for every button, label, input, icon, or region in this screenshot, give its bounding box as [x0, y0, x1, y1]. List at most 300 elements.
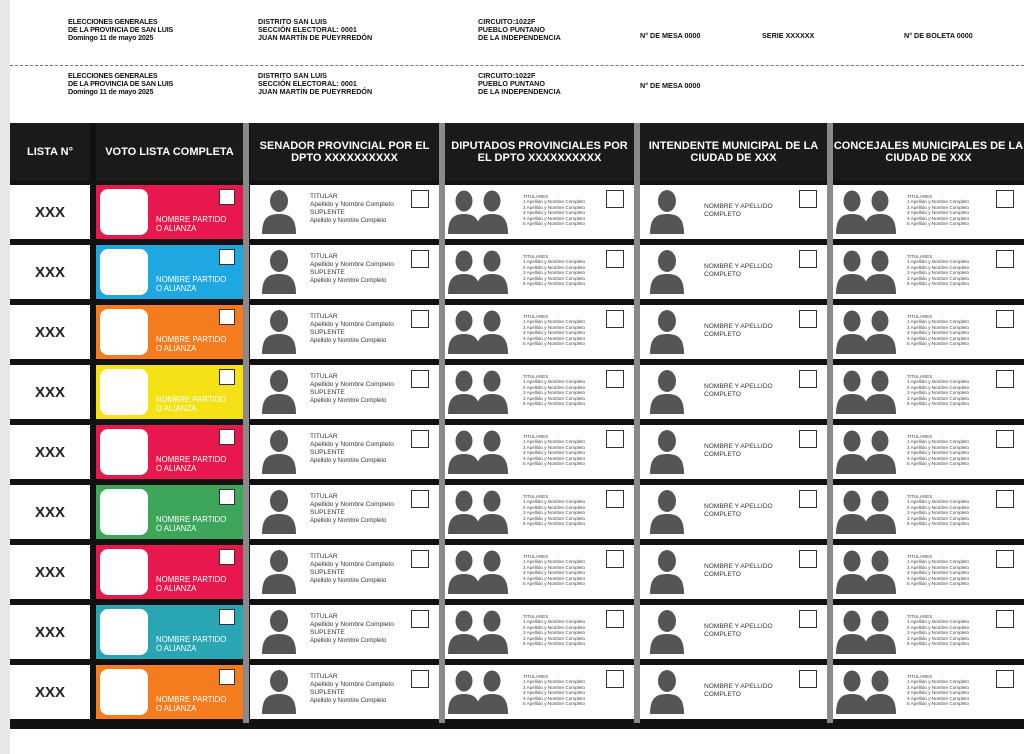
intendente-name-line2: COMPLETO — [704, 391, 741, 398]
ballot-row — [10, 185, 1024, 239]
concejales-checkbox[interactable] — [996, 190, 1014, 208]
candidate-2: 2 Apellido y Nombre Completo — [523, 624, 586, 630]
titular-label: TITULAR — [310, 613, 338, 620]
candidate-list — [523, 674, 585, 706]
candidate-4: 4 Apellido y Nombre Completo — [907, 455, 970, 461]
concejales-checkbox[interactable] — [996, 430, 1014, 448]
party-logo — [100, 669, 148, 715]
party-name-line2: O ALIANZA — [156, 644, 197, 653]
lista-completa-checkbox[interactable] — [219, 429, 235, 445]
party-logo — [100, 249, 148, 295]
diputados-checkbox[interactable] — [606, 490, 624, 508]
candidate-3: 3 Apellido y Nombre Completo — [523, 630, 586, 636]
candidate-list — [523, 494, 585, 526]
candidate-2: 2 Apellido y Nombre Completo — [523, 204, 586, 210]
party-name — [156, 635, 226, 653]
titular-name: Apellido y Nombre Completo — [310, 681, 394, 688]
intendente-checkbox[interactable] — [799, 370, 817, 388]
suplente-label: SUPLENTE — [310, 509, 345, 516]
titulares-label: TITULARES — [523, 434, 549, 439]
candidate-4: 4 Apellido y Nombre Completo — [907, 215, 970, 221]
candidate-2: 2 Apellido y Nombre Completo — [907, 564, 970, 570]
titulares-label: TITULARES — [523, 614, 549, 619]
candidate-list — [523, 554, 585, 586]
candidate-1: 1 Apellido y Nombre Completo — [907, 439, 970, 445]
candidate-4: 4 Apellido y Nombre Completo — [523, 515, 586, 521]
candidate-3: 3 Apellido y Nombre Completo — [523, 210, 586, 216]
suplente-name: Apellido y Nombre Completo — [310, 458, 387, 464]
intendente-cell[interactable] — [640, 605, 827, 659]
ballot-grid — [10, 123, 1024, 723]
ballot-row — [10, 305, 1024, 359]
voto-lista-completa-cell[interactable] — [96, 185, 243, 239]
party-name-line1: NOMBRE PARTIDO — [156, 335, 227, 344]
circuit: CIRCUITO:1022F — [478, 71, 536, 80]
intendente-name-line2: COMPLETO — [704, 331, 741, 338]
titulares-label: TITULARES — [523, 374, 549, 379]
candidate-4: 4 Apellido y Nombre Completo — [523, 575, 586, 581]
intendente-candidate — [704, 503, 773, 519]
candidate-3: 3 Apellido y Nombre Completo — [523, 570, 586, 576]
intendente-checkbox[interactable] — [799, 610, 817, 628]
ballot-row — [10, 545, 1024, 599]
candidate-list — [907, 554, 969, 586]
intendente-name-line2: COMPLETO — [704, 511, 741, 518]
senador-candidates — [310, 193, 394, 225]
lista-completa-checkbox[interactable] — [219, 309, 235, 325]
candidate-list — [907, 254, 969, 286]
election-title: ELECCIONES GENERALES — [68, 71, 158, 80]
candidate-2: 2 Apellido y Nombre Completo — [523, 324, 586, 330]
suplente-label: SUPLENTE — [310, 269, 345, 276]
candidate-1: 1 Apellido y Nombre Completo — [907, 619, 970, 625]
candidate-3: 3 Apellido y Nombre Completo — [907, 570, 970, 576]
party-name-line2: O ALIANZA — [156, 344, 197, 353]
senador-cell[interactable] — [250, 425, 439, 479]
lista-number: XXX — [10, 545, 90, 599]
diputados-cell[interactable] — [445, 305, 634, 359]
intendente-cell[interactable] — [640, 425, 827, 479]
circuit: CIRCUITO:1022F — [478, 17, 536, 26]
election-info — [68, 72, 173, 97]
lista-number: XXX — [10, 245, 90, 299]
intendente-name-line1: NOMBRE Y APELLIDO — [704, 503, 773, 510]
party-name-line1: NOMBRE PARTIDO — [156, 575, 227, 584]
election-title: ELECCIONES GENERALES — [68, 17, 158, 26]
candidate-list — [907, 494, 969, 526]
bottom-bar — [10, 723, 1024, 729]
intendente-candidate — [704, 683, 773, 699]
intendente-name-line1: NOMBRE Y APELLIDO — [704, 323, 773, 330]
candidate-list — [523, 434, 585, 466]
diputados-checkbox[interactable] — [606, 310, 624, 328]
intendente-candidate — [704, 203, 773, 219]
ballot-row — [10, 485, 1024, 539]
candidate-1: 1 Apellido y Nombre Completo — [523, 619, 586, 625]
election-info — [68, 18, 173, 43]
voto-lista-completa-cell[interactable] — [96, 245, 243, 299]
diputados-cell[interactable] — [445, 245, 634, 299]
diputados-checkbox[interactable] — [606, 430, 624, 448]
candidate-1: 1 Apellido y Nombre Completo — [523, 499, 586, 505]
intendente-name-line1: NOMBRE Y APELLIDO — [704, 623, 773, 630]
senador-candidates — [310, 253, 394, 285]
ballot-row — [10, 665, 1024, 719]
concejales-cell[interactable] — [833, 365, 1024, 419]
voto-lista-completa-cell[interactable] — [96, 305, 243, 359]
header-concejales: CONCEJALES MUNICIPALES DE LA CIUDAD DE XXX — [833, 123, 1024, 181]
lista-completa-checkbox[interactable] — [219, 189, 235, 205]
suplente-label: SUPLENTE — [310, 389, 345, 396]
district-info — [258, 18, 372, 43]
suplente-name: Apellido y Nombre Completo — [310, 518, 387, 524]
party-name-line2: O ALIANZA — [156, 704, 197, 713]
concejales-cell[interactable] — [833, 485, 1024, 539]
party-logo — [100, 549, 148, 595]
concejales-cell[interactable] — [833, 185, 1024, 239]
candidate-silhouette-icon — [648, 488, 686, 534]
diputados-cell[interactable] — [445, 665, 634, 719]
candidate-1: 1 Apellido y Nombre Completo — [523, 559, 586, 565]
candidate-1: 1 Apellido y Nombre Completo — [907, 379, 970, 385]
candidate-5: 5 Apellido y Nombre Completo — [907, 581, 970, 587]
candidate-5: 5 Apellido y Nombre Completo — [523, 581, 586, 587]
lista-completa-checkbox[interactable] — [219, 369, 235, 385]
party-name — [156, 515, 226, 533]
intendente-checkbox[interactable] — [799, 550, 817, 568]
senador-cell[interactable] — [250, 305, 439, 359]
candidate-2: 2 Apellido y Nombre Completo — [523, 264, 586, 270]
titulares-label: TITULARES — [523, 254, 549, 259]
intendente-checkbox[interactable] — [799, 490, 817, 508]
suplente-name: Apellido y Nombre Completo — [310, 278, 387, 284]
candidate-silhouette-icon — [648, 668, 686, 714]
concejales-cell[interactable] — [833, 245, 1024, 299]
lista-completa-checkbox[interactable] — [219, 669, 235, 685]
party-name-line1: NOMBRE PARTIDO — [156, 215, 227, 224]
titulares-label: TITULARES — [907, 554, 933, 559]
suplente-name: Apellido y Nombre Completo — [310, 578, 387, 584]
candidate-silhouette-icon — [260, 668, 298, 714]
concejales-cell[interactable] — [833, 665, 1024, 719]
senador-checkbox[interactable] — [411, 490, 429, 508]
titular-label: TITULAR — [310, 553, 338, 560]
concejales-cell[interactable] — [833, 545, 1024, 599]
circuit-name-2: DE LA INDEPENDENCIA — [478, 87, 561, 97]
intendente-cell[interactable] — [640, 365, 827, 419]
senador-candidates — [310, 673, 394, 705]
candidate-5: 5 Apellido y Nombre Completo — [907, 641, 970, 647]
candidate-1: 1 Apellido y Nombre Completo — [523, 439, 586, 445]
titulares-label: TITULARES — [523, 314, 549, 319]
voto-lista-completa-cell[interactable] — [96, 365, 243, 419]
concejales-checkbox[interactable] — [996, 610, 1014, 628]
lista-number: XXX — [10, 485, 90, 539]
senador-candidates — [310, 373, 394, 405]
suplente-label: SUPLENTE — [310, 629, 345, 636]
suplente-label: SUPLENTE — [310, 569, 345, 576]
party-logo — [100, 429, 148, 475]
party-name — [156, 335, 226, 353]
intendente-name-line1: NOMBRE Y APELLIDO — [704, 383, 773, 390]
concejales-cell[interactable] — [833, 425, 1024, 479]
party-name-line1: NOMBRE PARTIDO — [156, 635, 227, 644]
diputados-cell[interactable] — [445, 545, 634, 599]
party-name — [156, 215, 226, 233]
party-name — [156, 395, 226, 413]
candidate-4: 4 Apellido y Nombre Completo — [523, 395, 586, 401]
party-name-line1: NOMBRE PARTIDO — [156, 515, 227, 524]
candidate-5: 5 Apellido y Nombre Completo — [523, 701, 586, 707]
senador-checkbox[interactable] — [411, 310, 429, 328]
intendente-checkbox[interactable] — [799, 190, 817, 208]
circuit-name-1: PUEBLO PUNTANO — [478, 79, 545, 89]
candidate-2: 2 Apellido y Nombre Completo — [907, 204, 970, 210]
voto-lista-completa-cell[interactable] — [96, 485, 243, 539]
header-voto: VOTO LISTA COMPLETA — [96, 123, 243, 181]
titular-label: TITULAR — [310, 433, 338, 440]
diputados-checkbox[interactable] — [606, 550, 624, 568]
concejales-cell[interactable] — [833, 305, 1024, 359]
lista-completa-checkbox[interactable] — [219, 489, 235, 505]
senador-checkbox[interactable] — [411, 250, 429, 268]
concejales-cell[interactable] — [833, 605, 1024, 659]
candidate-list — [907, 314, 969, 346]
concejales-checkbox[interactable] — [996, 370, 1014, 388]
section: SECCIÓN ELECTORAL: 0001 — [258, 79, 357, 89]
diputados-cell[interactable] — [445, 365, 634, 419]
diputados-cell[interactable] — [445, 425, 634, 479]
intendente-candidate — [704, 443, 773, 459]
candidate-5: 5 Apellido y Nombre Completo — [907, 221, 970, 227]
diputados-cell[interactable] — [445, 485, 634, 539]
candidate-5: 5 Apellido y Nombre Completo — [907, 701, 970, 707]
party-name — [156, 275, 226, 293]
candidate-5: 5 Apellido y Nombre Completo — [907, 461, 970, 467]
candidate-5: 5 Apellido y Nombre Completo — [907, 521, 970, 527]
titular-label: TITULAR — [310, 493, 338, 500]
senador-checkbox[interactable] — [411, 370, 429, 388]
suplente-label: SUPLENTE — [310, 209, 345, 216]
senador-cell[interactable] — [250, 605, 439, 659]
senador-checkbox[interactable] — [411, 610, 429, 628]
candidate-3: 3 Apellido y Nombre Completo — [523, 450, 586, 456]
candidate-silhouette-icon — [260, 308, 298, 354]
intendente-cell[interactable] — [640, 665, 827, 719]
diputados-checkbox[interactable] — [606, 190, 624, 208]
candidate-silhouette-icon — [260, 248, 298, 294]
candidate-silhouette-icon — [648, 188, 686, 234]
intendente-name-line1: NOMBRE Y APELLIDO — [704, 263, 773, 270]
candidate-3: 3 Apellido y Nombre Completo — [523, 270, 586, 276]
suplente-label: SUPLENTE — [310, 329, 345, 336]
candidate-2: 2 Apellido y Nombre Completo — [523, 504, 586, 510]
lista-number: XXX — [10, 665, 90, 719]
suplente-name: Apellido y Nombre Completo — [310, 338, 387, 344]
suplente-name: Apellido y Nombre Completo — [310, 218, 387, 224]
concejales-checkbox[interactable] — [996, 670, 1014, 688]
candidate-4: 4 Apellido y Nombre Completo — [907, 515, 970, 521]
titular-name: Apellido y Nombre Completo — [310, 561, 394, 568]
concejales-checkbox[interactable] — [996, 250, 1014, 268]
diputados-checkbox[interactable] — [606, 610, 624, 628]
intendente-cell[interactable] — [640, 245, 827, 299]
candidate-1: 1 Apellido y Nombre Completo — [907, 499, 970, 505]
circuit-info — [478, 72, 561, 97]
candidate-3: 3 Apellido y Nombre Completo — [907, 390, 970, 396]
candidate-4: 4 Apellido y Nombre Completo — [523, 635, 586, 641]
candidate-2: 2 Apellido y Nombre Completo — [523, 384, 586, 390]
party-name-line2: O ALIANZA — [156, 464, 197, 473]
senador-checkbox[interactable] — [411, 190, 429, 208]
intendente-name-line2: COMPLETO — [704, 451, 741, 458]
intendente-cell[interactable] — [640, 305, 827, 359]
intendente-name-line1: NOMBRE Y APELLIDO — [704, 563, 773, 570]
intendente-cell[interactable] — [640, 185, 827, 239]
candidate-silhouette-icon — [648, 548, 686, 594]
candidate-3: 3 Apellido y Nombre Completo — [907, 210, 970, 216]
candidate-1: 1 Apellido y Nombre Completo — [907, 199, 970, 205]
intendente-name-line2: COMPLETO — [704, 631, 741, 638]
lista-number: XXX — [10, 425, 90, 479]
candidate-5: 5 Apellido y Nombre Completo — [523, 521, 586, 527]
party-name — [156, 695, 226, 713]
candidate-3: 3 Apellido y Nombre Completo — [907, 450, 970, 456]
senador-candidates — [310, 433, 394, 465]
diputados-cell[interactable] — [445, 185, 634, 239]
senador-cell[interactable] — [250, 245, 439, 299]
voto-lista-completa-cell[interactable] — [96, 605, 243, 659]
senador-cell[interactable] — [250, 545, 439, 599]
serie-number: SERIE XXXXXX — [762, 31, 815, 40]
candidate-silhouette-icon — [648, 368, 686, 414]
candidate-2: 2 Apellido y Nombre Completo — [523, 564, 586, 570]
ballot-stub-bottom — [10, 72, 1024, 128]
candidate-1: 1 Apellido y Nombre Completo — [523, 379, 586, 385]
intendente-checkbox[interactable] — [799, 430, 817, 448]
voto-lista-completa-cell[interactable] — [96, 545, 243, 599]
intendente-candidate — [704, 623, 773, 639]
intendente-checkbox[interactable] — [799, 670, 817, 688]
lista-completa-checkbox[interactable] — [219, 609, 235, 625]
candidate-2: 2 Apellido y Nombre Completo — [907, 684, 970, 690]
intendente-name-line2: COMPLETO — [704, 571, 741, 578]
election-date: Domingo 11 de mayo 2025 — [68, 33, 154, 43]
candidate-2: 2 Apellido y Nombre Completo — [907, 324, 970, 330]
titulares-label: TITULARES — [907, 494, 933, 499]
intendente-checkbox[interactable] — [799, 310, 817, 328]
senador-checkbox[interactable] — [411, 430, 429, 448]
boleta-number: N° DE BOLETA 0000 — [904, 31, 973, 40]
header-lista: LISTA N° — [10, 123, 90, 181]
lista-completa-checkbox[interactable] — [219, 549, 235, 565]
lista-number: XXX — [10, 185, 90, 239]
senador-cell[interactable] — [250, 665, 439, 719]
concejales-checkbox[interactable] — [996, 310, 1014, 328]
diputados-checkbox[interactable] — [606, 670, 624, 688]
cut-line — [10, 65, 1024, 66]
concejales-checkbox[interactable] — [996, 550, 1014, 568]
mesa-number: N° DE MESA 0000 — [640, 31, 701, 40]
concejales-checkbox[interactable] — [996, 490, 1014, 508]
voto-lista-completa-cell[interactable] — [96, 665, 243, 719]
header-intendente: INTENDENTE MUNICIPAL DE LA CIUDAD DE XXX — [640, 123, 827, 181]
titulares-label: TITULARES — [523, 674, 549, 679]
mesa-number: N° DE MESA 0000 — [640, 81, 701, 90]
district: DISTRITO SAN LUIS — [258, 71, 327, 80]
candidate-3: 3 Apellido y Nombre Completo — [907, 690, 970, 696]
intendente-cell[interactable] — [640, 545, 827, 599]
candidate-silhouette-icon — [260, 188, 298, 234]
titulares-label: TITULARES — [523, 194, 549, 199]
diputados-checkbox[interactable] — [606, 370, 624, 388]
senador-cell[interactable] — [250, 365, 439, 419]
lista-completa-checkbox[interactable] — [219, 249, 235, 265]
senador-candidates — [310, 553, 394, 585]
diputados-checkbox[interactable] — [606, 250, 624, 268]
senador-checkbox[interactable] — [411, 670, 429, 688]
election-date: Domingo 11 de mayo 2025 — [68, 87, 154, 97]
intendente-name-line2: COMPLETO — [704, 211, 741, 218]
section-name: JUAN MARTÍN DE PUEYRREDÓN — [258, 33, 373, 43]
suplente-name: Apellido y Nombre Completo — [310, 638, 387, 644]
intendente-name-line1: NOMBRE Y APELLIDO — [704, 443, 773, 450]
party-logo — [100, 369, 148, 415]
ballot-row — [10, 245, 1024, 299]
candidate-1: 1 Apellido y Nombre Completo — [523, 259, 586, 265]
candidate-2: 2 Apellido y Nombre Completo — [907, 444, 970, 450]
intendente-checkbox[interactable] — [799, 250, 817, 268]
section: SECCIÓN ELECTORAL: 0001 — [258, 25, 357, 35]
intendente-cell[interactable] — [640, 485, 827, 539]
candidate-list — [523, 254, 585, 286]
candidate-5: 5 Apellido y Nombre Completo — [907, 341, 970, 347]
candidate-2: 2 Apellido y Nombre Completo — [907, 504, 970, 510]
candidate-4: 4 Apellido y Nombre Completo — [907, 275, 970, 281]
diputados-cell[interactable] — [445, 605, 634, 659]
candidate-5: 5 Apellido y Nombre Completo — [523, 641, 586, 647]
titular-label: TITULAR — [310, 253, 338, 260]
district: DISTRITO SAN LUIS — [258, 17, 327, 26]
titular-label: TITULAR — [310, 673, 338, 680]
candidate-list — [907, 194, 969, 226]
party-logo — [100, 189, 148, 235]
candidate-4: 4 Apellido y Nombre Completo — [907, 695, 970, 701]
senador-candidates — [310, 313, 394, 345]
party-name-line2: O ALIANZA — [156, 524, 197, 533]
titulares-label: TITULARES — [907, 254, 933, 259]
candidate-5: 5 Apellido y Nombre Completo — [907, 401, 970, 407]
titular-name: Apellido y Nombre Completo — [310, 201, 394, 208]
candidate-1: 1 Apellido y Nombre Completo — [907, 559, 970, 565]
circuit-name-2: DE LA INDEPENDENCIA — [478, 33, 561, 43]
titular-label: TITULAR — [310, 313, 338, 320]
senador-checkbox[interactable] — [411, 550, 429, 568]
senador-cell[interactable] — [250, 485, 439, 539]
senador-cell[interactable] — [250, 185, 439, 239]
candidate-silhouette-icon — [260, 488, 298, 534]
voto-lista-completa-cell[interactable] — [96, 425, 243, 479]
titulares-label: TITULARES — [907, 434, 933, 439]
district-info — [258, 72, 372, 97]
candidate-list — [907, 614, 969, 646]
candidate-1: 1 Apellido y Nombre Completo — [523, 199, 586, 205]
intendente-name-line2: COMPLETO — [704, 691, 741, 698]
candidate-3: 3 Apellido y Nombre Completo — [523, 690, 586, 696]
party-name-line2: O ALIANZA — [156, 284, 197, 293]
ballot-row — [10, 425, 1024, 479]
titulares-label: TITULARES — [907, 194, 933, 199]
